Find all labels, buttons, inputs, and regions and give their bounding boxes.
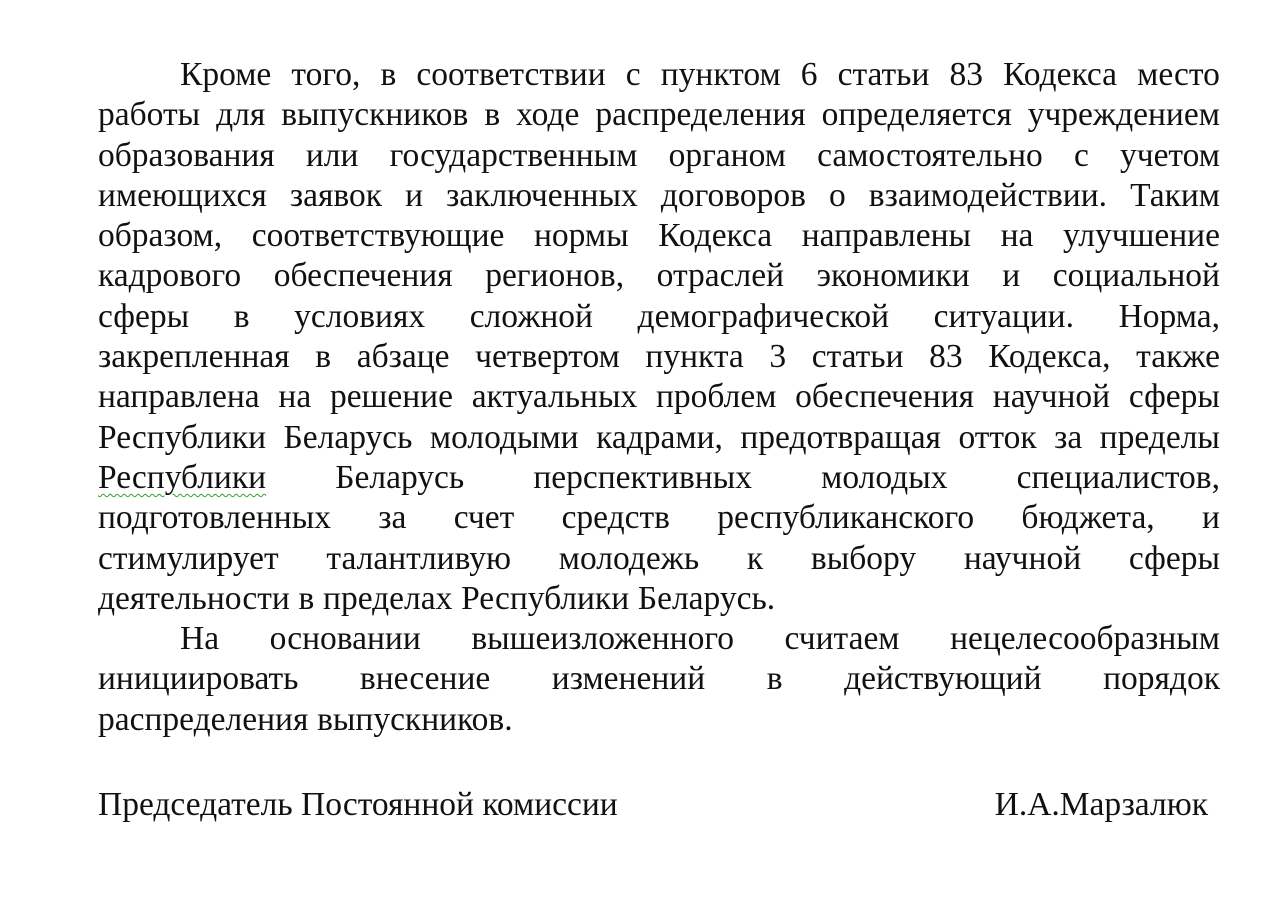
- word: научной: [963, 539, 1082, 577]
- word: в: [766, 660, 783, 698]
- word: пределах: [323, 579, 453, 617]
- word: подготовленных: [98, 499, 331, 537]
- text-line: [98, 176, 1220, 216]
- word: Таким: [1130, 176, 1220, 214]
- word: социальной: [1052, 257, 1220, 295]
- word: Норма,: [1118, 297, 1220, 335]
- text-line: [98, 619, 1220, 659]
- word: выпускников.: [317, 700, 513, 738]
- text-line: [98, 216, 1220, 256]
- word: специалистов,: [1016, 458, 1220, 496]
- word: сферы: [98, 297, 190, 335]
- word: порядок: [1103, 660, 1220, 698]
- word: обеспечения: [795, 378, 975, 416]
- word: нецелесообразным: [950, 620, 1220, 658]
- word: определяется: [821, 96, 1012, 134]
- word: кадрами,: [596, 418, 723, 456]
- word: Беларусь.: [637, 579, 776, 617]
- word: счет: [453, 499, 515, 537]
- word: к: [746, 539, 764, 577]
- word: предотвращая: [740, 418, 941, 456]
- paragraph: [98, 55, 1220, 619]
- word: действующий: [844, 660, 1042, 698]
- word: талантливую: [326, 539, 512, 577]
- text-line: [98, 55, 1220, 95]
- text-line: [98, 136, 1220, 176]
- word: ситуации.: [933, 297, 1074, 335]
- word: Кодекса: [1003, 56, 1118, 93]
- word: заключенных: [446, 176, 638, 214]
- word: статьи: [837, 56, 930, 93]
- word: пункта: [645, 338, 744, 376]
- word: молодыми: [429, 418, 579, 456]
- word: республиканского: [717, 499, 975, 537]
- text-line: [98, 337, 1220, 377]
- word: учетом: [1119, 136, 1220, 174]
- word: в: [484, 96, 501, 134]
- word: считаем: [784, 620, 900, 658]
- paragraph: [98, 619, 1220, 740]
- word: договоров: [660, 176, 806, 214]
- word: научной: [992, 378, 1111, 416]
- word: за: [378, 499, 407, 537]
- spellcheck-flagged-word: Республики: [98, 458, 267, 496]
- word: в: [233, 297, 250, 335]
- word: и: [405, 176, 423, 214]
- word: актуальных: [471, 378, 638, 416]
- word: работы: [98, 96, 201, 134]
- word: отток: [958, 418, 1037, 456]
- word: молодежь: [558, 539, 700, 577]
- signatory-name: И.А.Марзалюк: [994, 786, 1208, 823]
- text-line: [98, 700, 1220, 740]
- text-line: [98, 659, 1220, 699]
- word: основании: [269, 620, 421, 658]
- word: в: [298, 579, 315, 617]
- word: за: [1054, 418, 1083, 456]
- word: также: [1136, 338, 1220, 376]
- word: демографической: [637, 297, 890, 335]
- word: выпускников: [281, 96, 469, 134]
- word: экономики: [816, 257, 970, 295]
- text-line: [98, 579, 1220, 619]
- word: с: [1073, 136, 1089, 174]
- word: в: [380, 56, 397, 93]
- word: место: [1137, 56, 1220, 93]
- word: регионов,: [485, 257, 625, 295]
- signatory-title: Председатель Постоянной комиссии: [98, 786, 618, 823]
- word: перспективных: [533, 458, 752, 496]
- word: Республики: [461, 579, 630, 617]
- word: распределения: [98, 700, 309, 738]
- word: учреждением: [1027, 96, 1220, 134]
- word: стимулирует: [98, 539, 279, 577]
- word: и: [1201, 499, 1220, 537]
- word: на: [278, 378, 312, 416]
- word: молодых: [821, 458, 948, 496]
- word: деятельности: [98, 579, 290, 617]
- word: На: [180, 620, 220, 658]
- word: статьи: [811, 338, 904, 376]
- word: сферы: [1128, 539, 1220, 577]
- word: сферы: [1128, 378, 1220, 416]
- word: Республики: [98, 418, 267, 456]
- word: абзаце: [356, 338, 450, 376]
- word: Кодекса,: [988, 338, 1111, 376]
- word: Беларусь: [335, 458, 465, 496]
- word: или: [305, 136, 359, 174]
- word: государственным: [389, 136, 638, 174]
- word: отраслей: [656, 257, 785, 295]
- word: 83: [929, 338, 963, 376]
- word: выбору: [810, 539, 917, 577]
- word: на: [1000, 217, 1034, 255]
- word: того,: [291, 56, 361, 93]
- word: 3: [769, 338, 787, 376]
- text-line: [98, 418, 1220, 458]
- word: изменений: [551, 660, 706, 698]
- text-line: [98, 377, 1220, 417]
- text-line: [98, 297, 1220, 337]
- word: самостоятельно: [817, 136, 1043, 174]
- word: соответствующие: [251, 217, 505, 255]
- text-line: [98, 95, 1220, 135]
- word: 83: [949, 56, 983, 93]
- word: Кодекса: [658, 217, 773, 255]
- word: условиях: [294, 297, 426, 335]
- word: пределы: [1099, 418, 1220, 456]
- word: с: [625, 56, 641, 93]
- word: решение: [329, 378, 453, 416]
- word: четвертом: [475, 338, 620, 376]
- text-line: [98, 498, 1220, 538]
- word: образования: [98, 136, 275, 174]
- text-line: [98, 458, 1220, 498]
- word: средств: [561, 499, 670, 537]
- word: заявок: [289, 176, 382, 214]
- word: и: [1002, 257, 1021, 295]
- word: Беларусь: [283, 418, 413, 456]
- word: соответствии: [416, 56, 606, 93]
- word: образом,: [98, 217, 223, 255]
- word: Кроме: [180, 56, 272, 93]
- document-body: [98, 55, 1220, 740]
- word: ходе: [516, 96, 580, 134]
- word: обеспечения: [273, 257, 453, 295]
- word: о: [828, 176, 846, 214]
- word: закрепленная: [98, 338, 290, 376]
- word: направлены: [801, 217, 972, 255]
- signature-block: [98, 785, 1208, 825]
- word: распределения: [595, 96, 806, 134]
- word: бюджета,: [1021, 499, 1155, 537]
- word: проблем: [655, 378, 777, 416]
- word: вышеизложенного: [471, 620, 734, 658]
- word: имеющихся: [98, 176, 267, 214]
- word: в: [315, 338, 332, 376]
- word: кадрового: [98, 257, 242, 295]
- word: органом: [668, 136, 786, 174]
- word: взаимодействии.: [868, 176, 1108, 214]
- word: пунктом: [660, 56, 781, 93]
- word: нормы: [533, 217, 629, 255]
- word: направлена: [98, 378, 260, 416]
- word: сложной: [469, 297, 593, 335]
- word: улучшение: [1063, 217, 1220, 255]
- text-line: [98, 539, 1220, 579]
- word: 6: [800, 56, 818, 93]
- word: внесение: [359, 660, 491, 698]
- word: инициировать: [98, 660, 299, 698]
- word: для: [216, 96, 266, 134]
- text-line: [98, 256, 1220, 296]
